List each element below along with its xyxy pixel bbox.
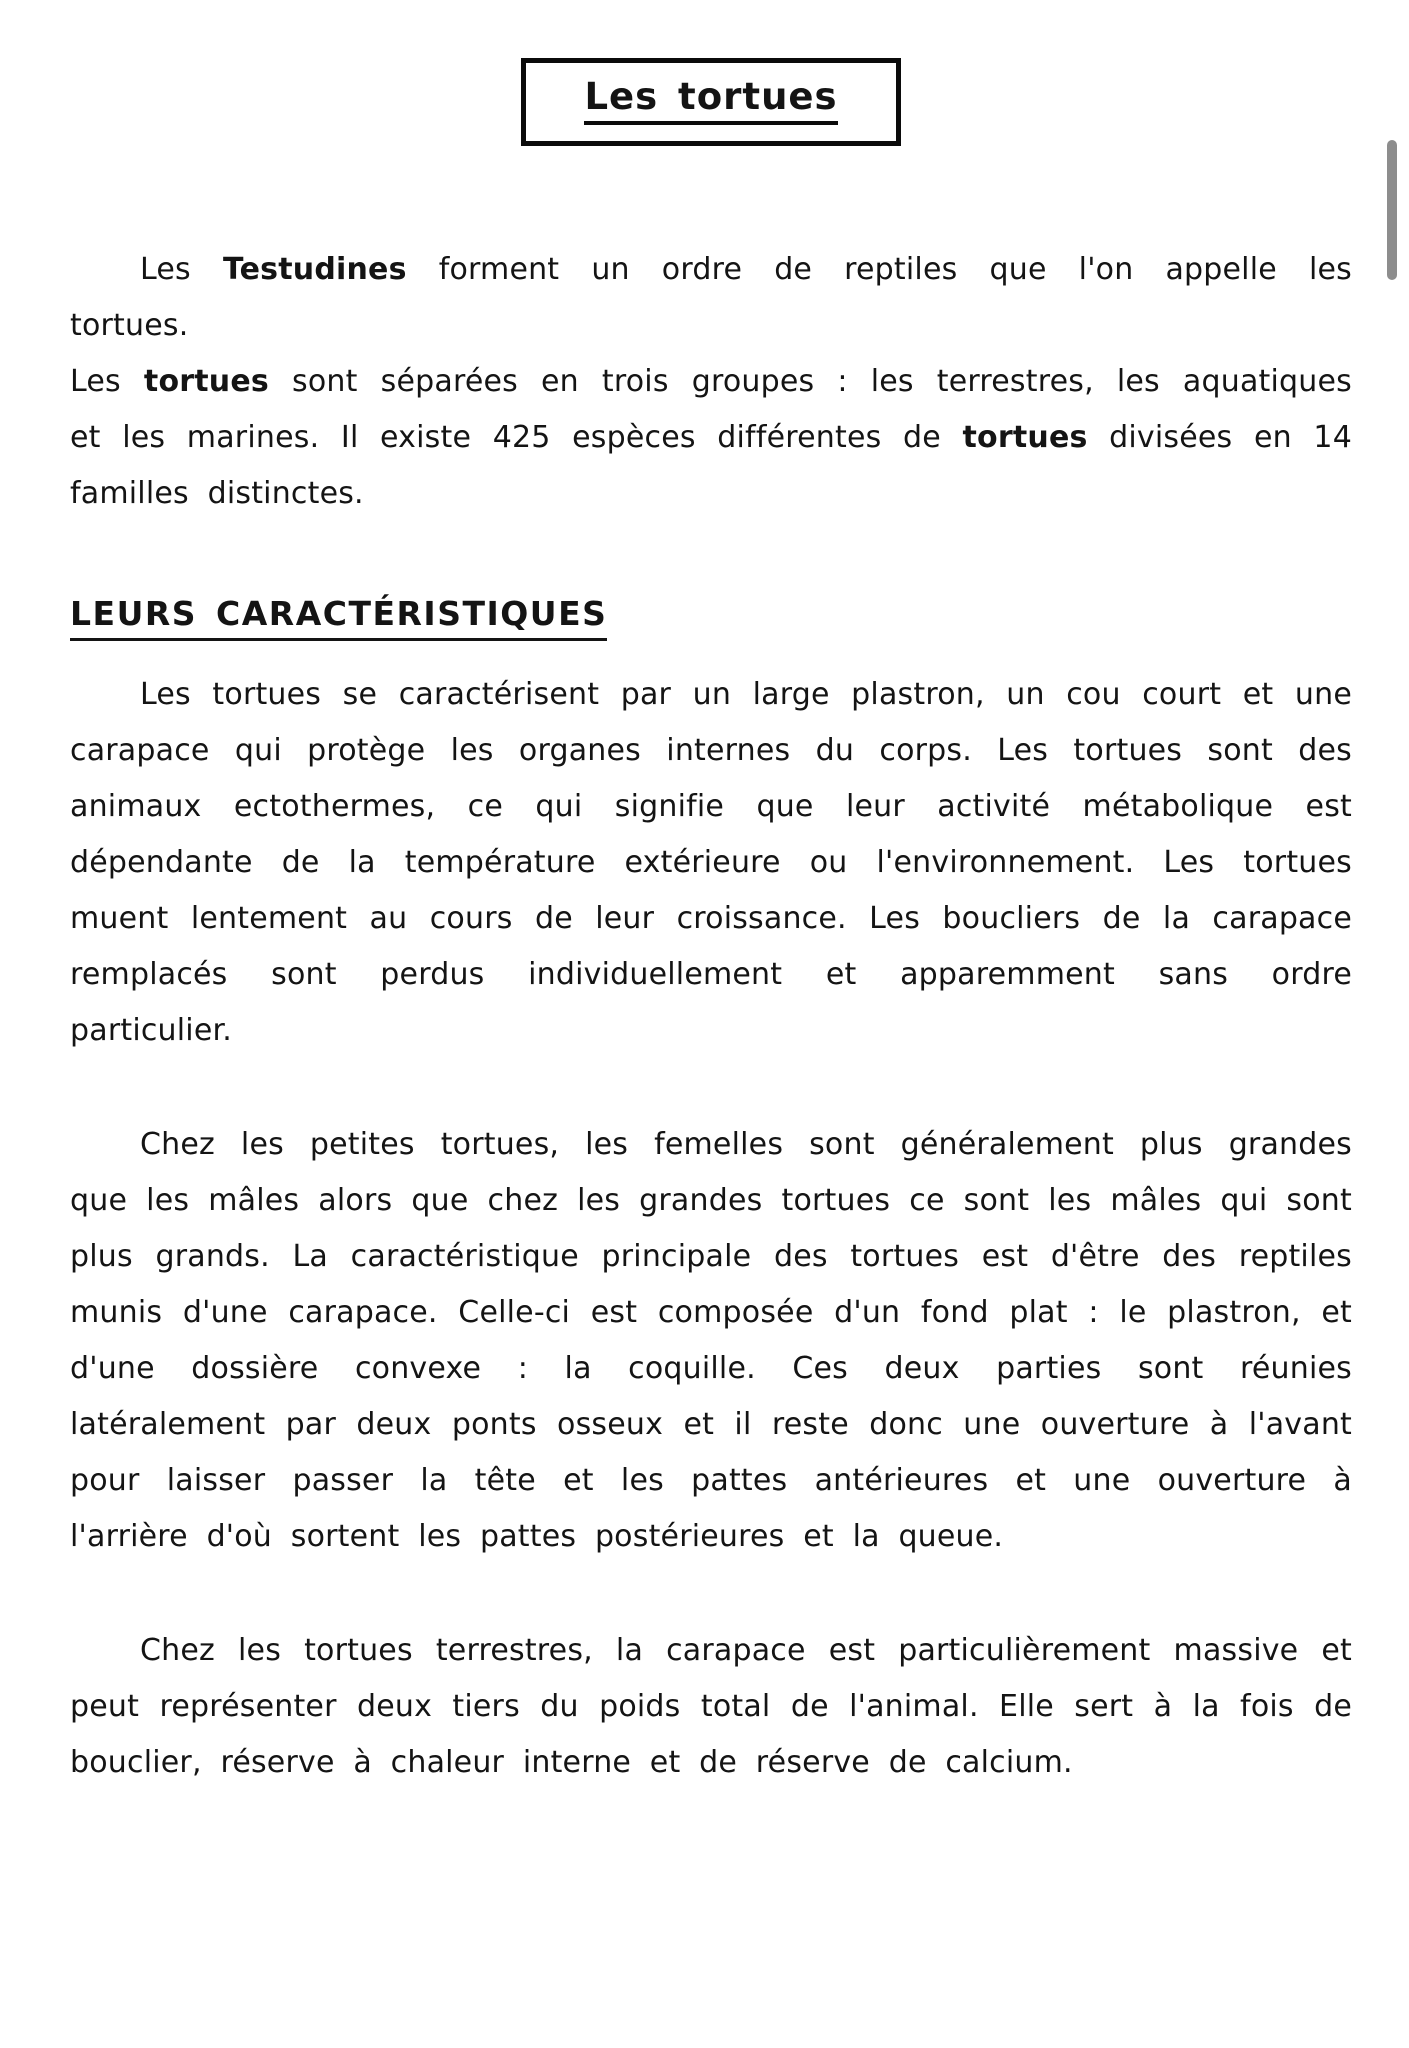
- text-run: forment un ordre de reptiles que l'on appelle les tortues.: [70, 252, 1352, 343]
- text-run-bold: Testudines: [222, 252, 407, 287]
- page-title: Les tortues: [584, 75, 837, 125]
- text-run-bold: tortues: [962, 420, 1088, 455]
- paragraph-terrestrial: Chez les tortues terrestres, la carapace est particulièrement massive et peut représenter deux tiers du poids total de l'animal. Elle sert à la fois de bouclier, réserve à chaleur interne et de réserve de calcium.: [70, 1633, 1352, 1780]
- paragraph-groups: [70, 354, 1352, 522]
- paragraph-intro: [70, 242, 1352, 354]
- section-heading-text: LEURS CARACTÉRISTIQUES: [70, 594, 607, 641]
- document-content: [70, 40, 1352, 1791]
- text-run: sont séparées en trois groupes : les terrestres, les aquatiques et les marines. Il existe 425 espèces différentes de: [70, 364, 1352, 455]
- paragraph-shell: Chez les petites tortues, les femelles sont généralement plus grandes que les mâles alors que chez les grandes tortues ce sont les mâles qui sont plus grands. La caractéristique principale des tortues est d'être des reptiles munis d'une carapace. Celle-ci est composée d'un fond plat : le plastron, et d'une dossière convexe : la coquille. Ces deux parties sont réunies latéralement par deux ponts osseux et il reste donc une ouverture à l'avant pour laisser passer la tête et les pattes antérieures et une ouverture à l'arrière d'où sortent les pattes postérieures et la queue.: [70, 1127, 1352, 1554]
- text-run: Les: [140, 252, 223, 287]
- scrollbar-thumb[interactable]: [1387, 140, 1397, 280]
- section-heading: [70, 594, 1352, 641]
- title-box: [521, 58, 900, 146]
- paragraph-characteristics: Les tortues se caractérisent par un large plastron, un cou court et une carapace qui protège les organes internes du corps. Les tortues sont des animaux ectothermes, ce qui signifie que leur activité métabolique est dépendante de la température extérieure ou l'environnement. Les tortues muent lentement au cours de leur croissance. Les boucliers de la carapace remplacés sont perdus individuellement et apparemment sans ordre particulier.: [70, 677, 1352, 1048]
- text-run-bold: tortues: [143, 364, 269, 399]
- text-run: divisées en 14 familles distinctes.: [70, 420, 1352, 511]
- text-run: Les: [70, 364, 144, 399]
